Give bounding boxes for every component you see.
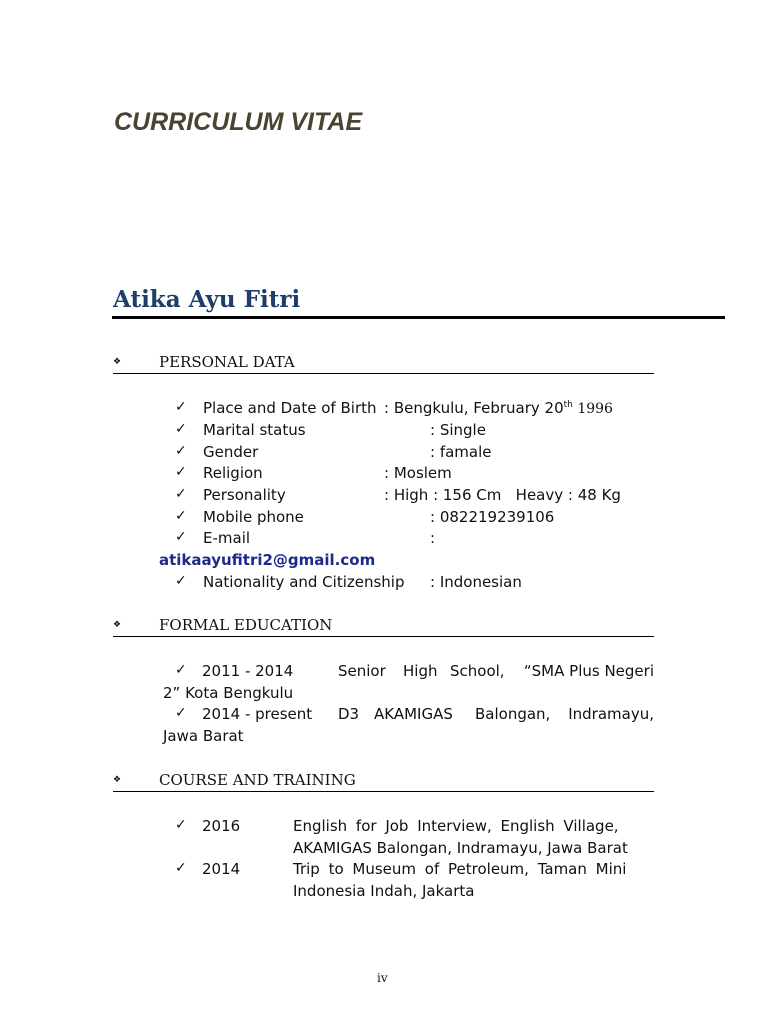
education-word: Balongan, — [475, 705, 551, 723]
check-mark-icon: ✓ — [175, 464, 187, 480]
diamond-bullet-icon: ❖ — [113, 357, 122, 367]
birth-label: Place and Date of Birth — [203, 399, 377, 417]
education-year: 2014 - present — [202, 705, 313, 723]
education-year: 2011 - 2014 — [202, 662, 294, 680]
education-word: AKAMIGAS — [374, 705, 453, 723]
section-heading: COURSE AND TRAINING — [159, 771, 356, 789]
check-mark-icon: ✓ — [175, 573, 187, 589]
birth-value-text: : Bengkulu, February 20 — [384, 399, 564, 417]
marital-value: : Single — [430, 421, 486, 439]
training-description-continued: AKAMIGAS Balongan, Indramayu, Jawa Barat — [293, 839, 628, 857]
check-mark-icon: ✓ — [175, 399, 187, 415]
nationality-value: : Indonesian — [430, 573, 522, 591]
education-word: School, — [450, 662, 505, 680]
birth-value — [384, 399, 613, 417]
training-description-continued: Indonesia Indah, Jakarta — [293, 882, 475, 900]
birth-year: 1996 — [577, 401, 613, 417]
check-mark-icon: ✓ — [175, 860, 187, 876]
check-mark-icon: ✓ — [175, 486, 187, 502]
email-link[interactable]: atikaayufitri2@gmail.com — [159, 551, 376, 569]
gender-label: Gender — [203, 443, 259, 461]
phone-label: Mobile phone — [203, 508, 304, 526]
personality-label: Personality — [203, 486, 286, 504]
education-continuation: Jawa Barat — [163, 727, 244, 745]
check-mark-icon: ✓ — [175, 705, 187, 721]
section-heading: FORMAL EDUCATION — [159, 616, 333, 634]
religion-label: Religion — [203, 464, 263, 482]
name-divider — [112, 316, 725, 319]
training-description: English for Job Interview, English Village, — [293, 817, 619, 835]
check-mark-icon: ✓ — [175, 508, 187, 524]
training-year: 2016 — [202, 817, 241, 835]
training-description: Trip to Museum of Petroleum, Taman Mini — [293, 860, 627, 878]
check-mark-icon: ✓ — [175, 443, 187, 459]
education-word: Senior — [338, 662, 386, 680]
check-mark-icon: ✓ — [175, 817, 187, 833]
check-mark-icon: ✓ — [175, 662, 187, 678]
diamond-bullet-icon: ❖ — [113, 620, 122, 630]
diamond-bullet-icon: ❖ — [113, 775, 122, 785]
section-formal-education — [113, 616, 654, 637]
education-continuation: 2” Kota Bengkulu — [163, 684, 294, 702]
email-label: E-mail — [203, 529, 251, 547]
education-word: D3 — [338, 705, 360, 723]
check-mark-icon: ✓ — [175, 421, 187, 437]
education-word: High — [403, 662, 438, 680]
marital-label: Marital status — [203, 421, 306, 439]
section-personal-data — [113, 353, 654, 374]
nationality-label: Nationality and Citizenship — [203, 573, 405, 591]
gender-value: : famale — [430, 443, 492, 461]
religion-value: : Moslem — [384, 464, 452, 482]
training-year: 2014 — [202, 860, 241, 878]
section-heading: PERSONAL DATA — [159, 353, 295, 371]
education-word: “SMA Plus Negeri — [523, 662, 654, 680]
check-mark-icon: ✓ — [175, 529, 187, 545]
page-number: iv — [377, 971, 388, 985]
personality-value: : High : 156 Cm Heavy : 48 Kg — [384, 486, 621, 504]
education-word: Indramayu, — [568, 705, 654, 723]
page-title: CURRICULUM VITAE — [114, 108, 363, 136]
email-colon: : — [430, 529, 436, 547]
birth-ordinal: th — [563, 400, 573, 410]
section-course-training — [113, 771, 654, 792]
candidate-name: Atika Ayu Fitri — [113, 286, 301, 313]
phone-value: : 082219239106 — [430, 508, 555, 526]
